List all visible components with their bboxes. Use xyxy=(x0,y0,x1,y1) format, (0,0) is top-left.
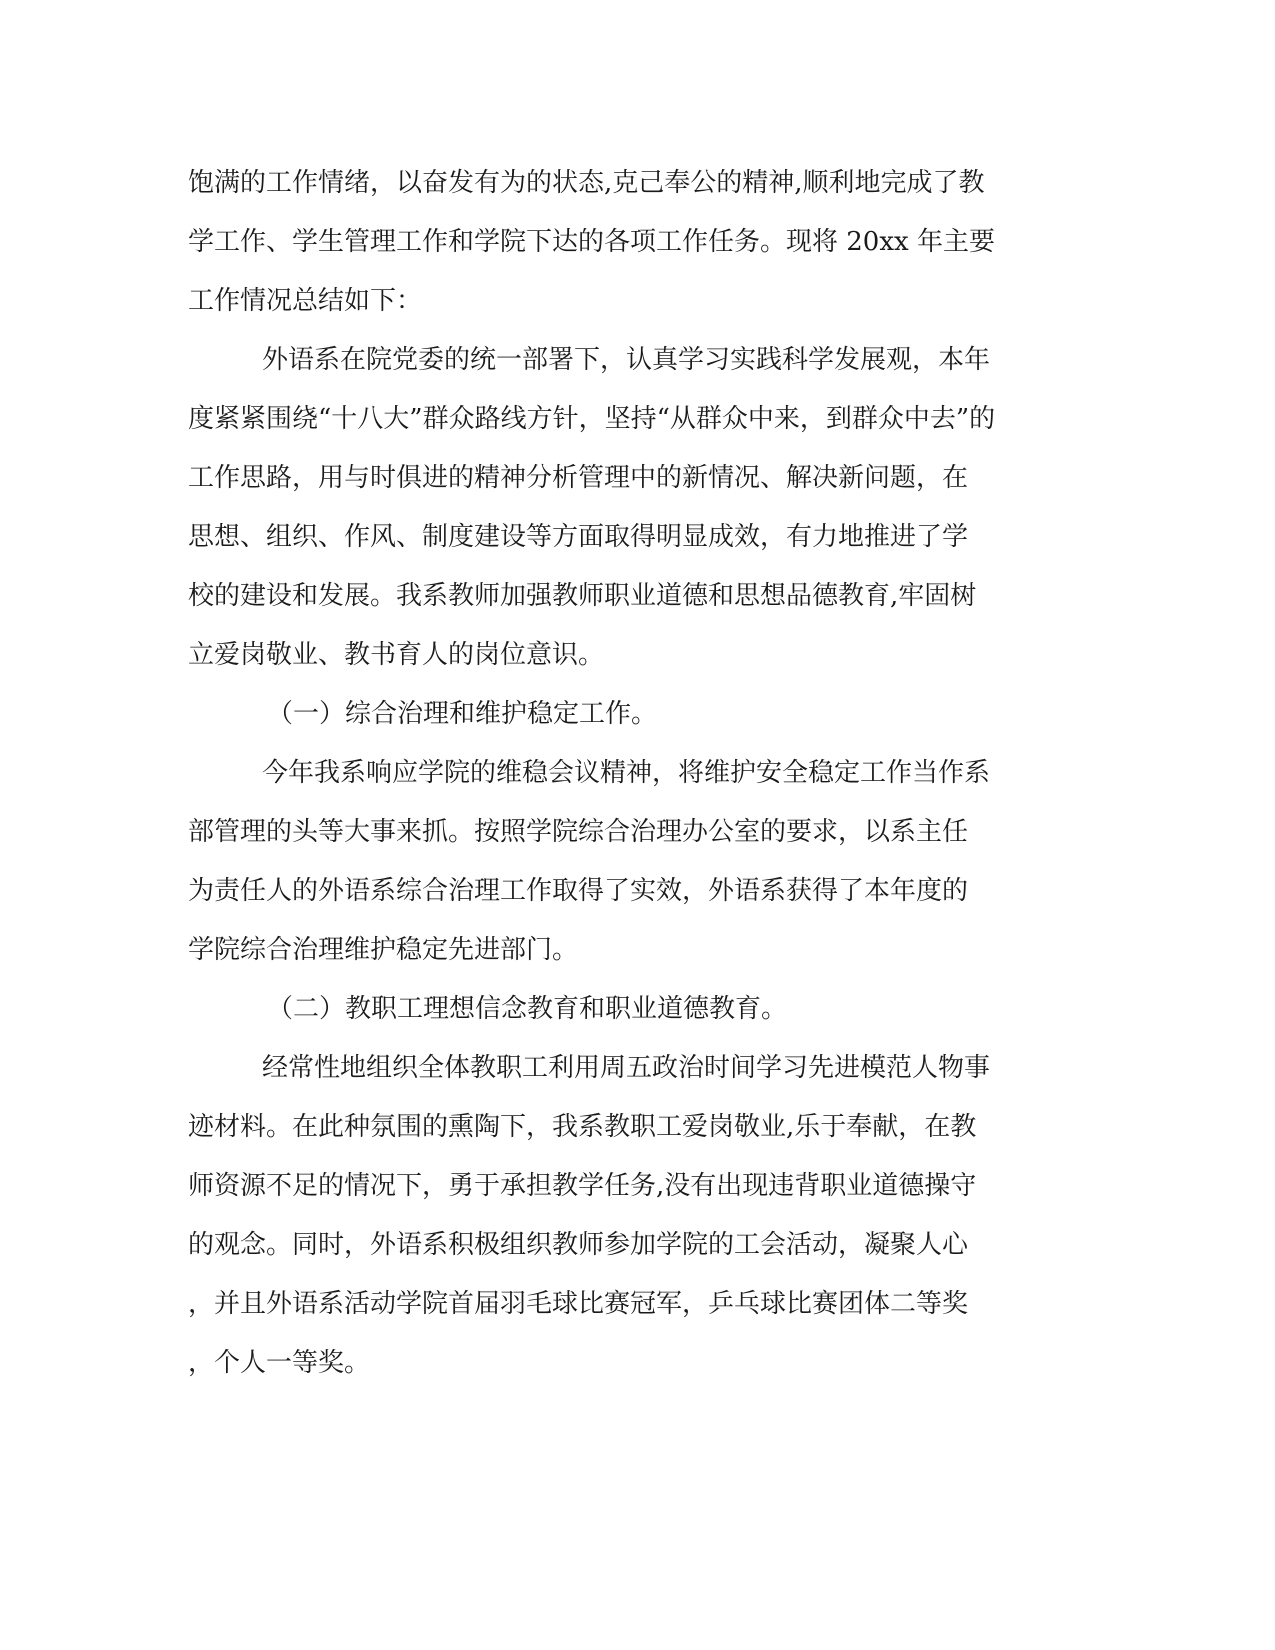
text-line: 迹材料。在此种氛围的熏陶下，我系教职工爱岗敬业,乐于奉献，在教 xyxy=(188,1112,977,1142)
text-line: 工作情况总结如下： xyxy=(188,286,423,316)
text-line: 立爱岗敬业、教书育人的岗位意识。 xyxy=(188,640,605,670)
paragraph-first-line: 外语系在院党委的统一部署下，认真学习实践科学发展观，本年 xyxy=(262,345,991,375)
text-line: 工作思路，用与时俱进的精神分析管理中的新情况、解决新问题，在 xyxy=(188,463,969,493)
text-line: 为责任人的外语系综合治理工作取得了实效，外语系获得了本年度的 xyxy=(188,876,969,906)
paragraph-first-line: 今年我系响应学院的维稳会议精神，将维护安全稳定工作当作系 xyxy=(262,758,991,788)
text-line: 度紧紧围绕“十八大”群众路线方针，坚持“从群众中来，到群众中去”的 xyxy=(188,404,996,434)
text-line: 部管理的头等大事来抓。按照学院综合治理办公室的要求，以系主任 xyxy=(188,817,969,847)
section-heading-1: （一）综合治理和维护稳定工作。 xyxy=(267,699,658,729)
text-line: ，并且外语系活动学院首届羽毛球比赛冠军，乒乓球比赛团体二等奖 xyxy=(188,1289,969,1319)
paragraph-first-line: 经常性地组织全体教职工利用周五政治时间学习先进模范人物事 xyxy=(262,1053,991,1083)
text-line: 学院综合治理维护稳定先进部门。 xyxy=(188,935,579,965)
text-line: 的观念。同时，外语系积极组织教师参加学院的工会活动，凝聚人心 xyxy=(188,1230,969,1260)
text-line: 校的建设和发展。我系教师加强教师职业道德和思想品德教育,牢固树 xyxy=(188,581,977,611)
text-line: 思想、组织、作风、制度建设等方面取得明显成效，有力地推进了学 xyxy=(188,522,969,552)
text-line: 饱满的工作情绪，以奋发有为的状态,克己奉公的精神,顺利地完成了教 xyxy=(188,168,985,198)
text-line: ，个人一等奖。 xyxy=(188,1348,371,1378)
section-heading-2: （二）教职工理想信念教育和职业道德教育。 xyxy=(267,994,788,1024)
text-line: 师资源不足的情况下，勇于承担教学任务,没有出现违背职业道德操守 xyxy=(188,1171,977,1201)
text-line: 学工作、学生管理工作和学院下达的各项工作任务。现将 20xx 年主要 xyxy=(188,227,995,257)
